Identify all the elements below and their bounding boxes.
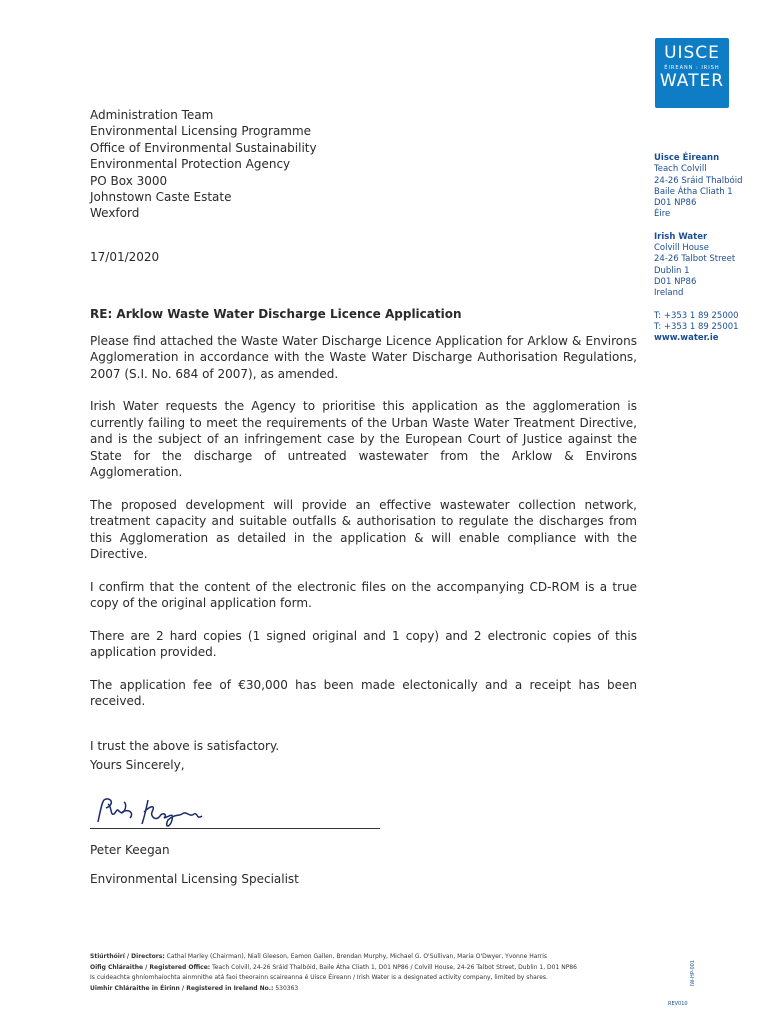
fax: T: +353 1 89 25001 xyxy=(654,321,739,332)
website-link[interactable]: www.water.ie xyxy=(654,333,719,344)
footer-text: Cathal Marley (Chairman), Niall Gleeson, Eamon Gallen, Brendan Murphy, Michael G. O'Sullivan, Maria O'Dwyer, Yvonne Harris xyxy=(164,953,548,960)
footer-text: Teach Colvill, 24-26 Sráid Thalbóid, Baile Átha Cliath 1, D01 NP86 / Colvill House, 24-26 Talbot Street, Dublin 1, D01 NP86 xyxy=(210,963,577,971)
address-line: Environmental Licensing Programme xyxy=(90,124,312,139)
sender-line: Teach Colvill xyxy=(654,164,707,175)
sender-line: 24-26 Sráid Thalbóid xyxy=(654,175,743,186)
sender-line: Ireland xyxy=(654,288,684,299)
sender-line: 24-26 Talbot Street xyxy=(654,254,736,265)
footer-line xyxy=(90,984,670,995)
footer-line xyxy=(90,952,670,963)
document-code: IW-HP-001 xyxy=(690,960,696,987)
recipient-address xyxy=(90,107,317,222)
sender-line: Uisce Éireann xyxy=(654,153,720,163)
sender-line: D01 NP86 xyxy=(654,198,697,209)
sender-line: Colvill House xyxy=(654,243,709,254)
sender-line: Dublin 1 xyxy=(654,265,690,276)
logo-line-2: ÉIREANN : IRISH xyxy=(664,65,720,71)
paragraph: The application fee of €30,000 has been made electonically and a receipt has been received. xyxy=(90,677,637,708)
sender-address xyxy=(654,153,742,344)
footer-line xyxy=(90,973,670,984)
address-line: Wexford xyxy=(90,206,140,221)
address-line: Johnstown Caste Estate xyxy=(90,190,232,205)
footer-text: Is cuideachta ghníomhaíochta ainmnithe atá faoi theorainn scaireanna é Uisce Éireann / Irish Water is a designated activity company, limited by shares. xyxy=(90,974,548,981)
sender-line: Irish Water xyxy=(654,231,708,242)
footer-text: 530363 xyxy=(273,984,299,992)
paragraph: Irish Water requests the Agency to prioritise this application as the agglomeration is currently failing to meet the requirements of the Urban Waste Water Treatment Directive, and is the subject of an infringement case by the European Court of Justice against the State for the discharge of untreated wastewater from the Arklow & Environs Agglomeration. xyxy=(90,399,637,479)
phone: T: +353 1 89 25000 xyxy=(654,310,739,321)
signature-line xyxy=(90,798,380,829)
sender-line: D01 NP86 xyxy=(654,276,697,287)
signatory-name: Peter Keegan xyxy=(90,843,170,857)
paragraph: There are 2 hard copies (1 signed original and 1 copy) and 2 electronic copies of this application provided. xyxy=(90,628,637,659)
address-line: Office of Environmental Sustainability xyxy=(90,140,317,155)
company-footer xyxy=(90,952,670,994)
footer-label: Stiúrthóirí / Directors: xyxy=(90,953,165,960)
footer-line xyxy=(90,963,670,974)
paragraph: I trust the above is satisfactory. xyxy=(90,738,280,753)
handwritten-signature xyxy=(90,794,220,830)
address-line: Environmental Protection Agency xyxy=(90,157,291,172)
footer-label: Oifig Chláraithe / Registered Office: xyxy=(90,963,211,971)
sender-line: Baile Átha Cliath 1 xyxy=(654,186,733,197)
footer-label: Uimhir Chláraithe in Éirinn / Registered in Ireland No.: xyxy=(90,984,274,992)
sender-line: Éire xyxy=(654,209,671,220)
paragraph: The proposed development will provide an effective wastewater collection network, treatment capacity and suitable outfalls & authorisation to regulate the discharges from this Agglomeration as detailed in the application & will enable compliance with the Directive. xyxy=(90,497,637,561)
revision-code: REV010 xyxy=(668,1001,688,1007)
paragraph: I confirm that the content of the electronic files on the accompanying CD-ROM is a true copy of the original application form. xyxy=(90,579,637,610)
signatory-title: Environmental Licensing Specialist xyxy=(90,872,299,886)
letter-body xyxy=(90,306,637,770)
closing: Yours Sincerely, xyxy=(90,758,185,772)
address-line: PO Box 3000 xyxy=(90,173,168,188)
subject-line: RE: Arklow Waste Water Discharge Licence Application xyxy=(90,307,462,321)
logo-line-1: UISCE xyxy=(664,43,720,63)
logo-line-3: WATER xyxy=(659,71,725,91)
irish-water-logo xyxy=(655,38,729,108)
letter-date: 17/01/2020 xyxy=(90,250,160,264)
address-line: Administration Team xyxy=(90,108,214,122)
paragraph: Please find attached the Waste Water Discharge Licence Application for Arklow & Environs Agglomeration in accordance with the Waste Water Discharge Authorisation Regulations, 2007 (S.I. No. 684 of 2007), as amended. xyxy=(90,333,637,381)
